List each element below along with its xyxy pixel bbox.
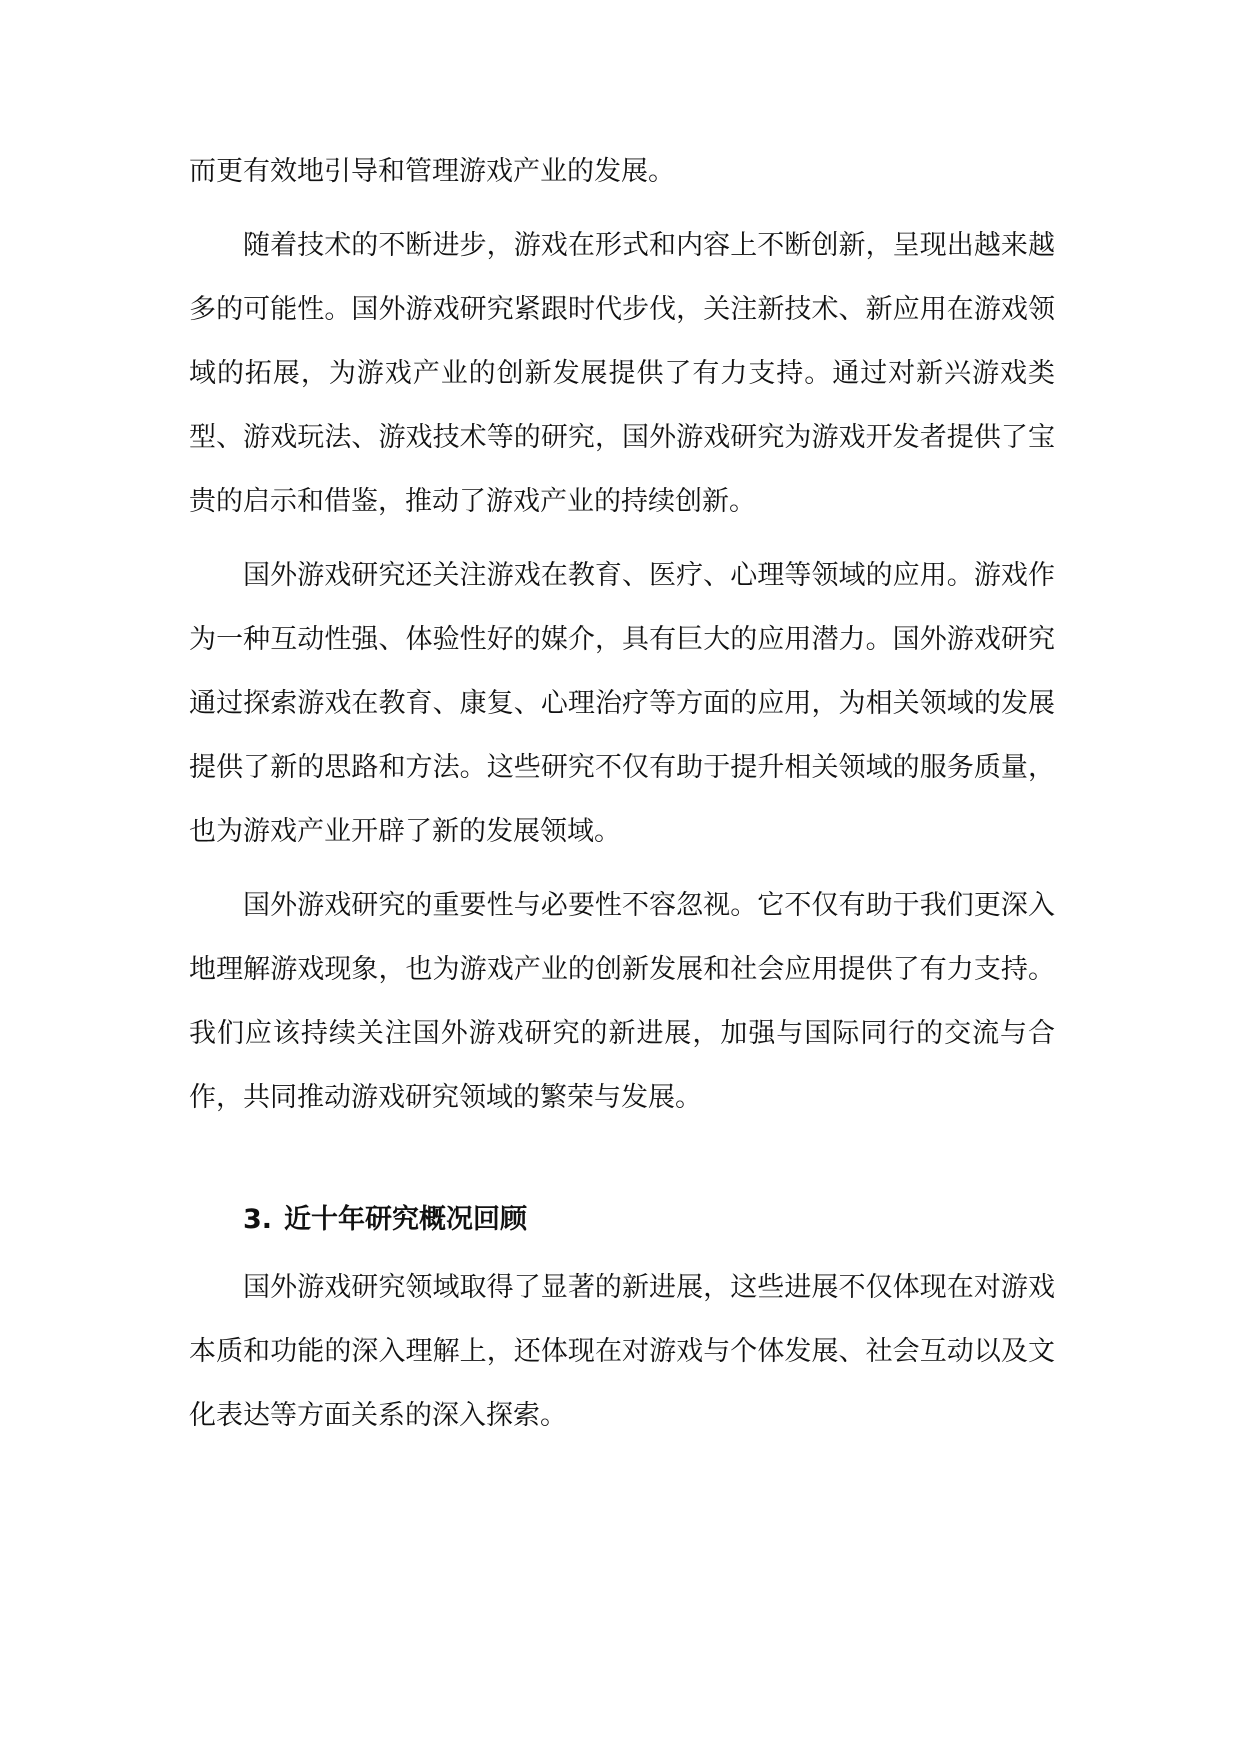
paragraph-new-progress: 国外游戏研究领域取得了显著的新进展，这些进展不仅体现在对游戏本质和功能的深入理解上，还体现在对游戏与个体发展、社会互动以及文化表达等方面关系的深入探索。 [189,1272,1055,1431]
paragraph-applications: 国外游戏研究还关注游戏在教育、医疗、心理等领域的应用。游戏作为一种互动性强、体验性好的媒介，具有巨大的应用潜力。国外游戏研究通过探索游戏在教育、康复、心理治疗等方面的应用，为相关领域的发展提供了新的思路和方法。这些研究不仅有助于提升相关领域的服务质量，也为游戏产业开辟了新的发展领域。 [189,560,1055,847]
body-text [189,140,1055,1458]
paragraph-importance: 国外游戏研究的重要性与必要性不容忽视。它不仅有助于我们更深入地理解游戏现象，也为游戏产业的创新发展和社会应用提供了有力支持。我们应该持续关注国外游戏研究的新进展，加强与国际同行的交流与合作，共同推动游戏研究领域的繁荣与发展。 [189,890,1055,1113]
paragraph-technology-innovation: 随着技术的不断进步，游戏在形式和内容上不断创新，呈现出越来越多的可能性。国外游戏研究紧跟时代步伐，关注新技术、新应用在游戏领域的拓展，为游戏产业的创新发展提供了有力支持。通过对新兴游戏类型、游戏玩法、游戏技术等的研究，国外游戏研究为游戏开发者提供了宝贵的启示和借鉴，推动了游戏产业的持续创新。 [189,230,1055,517]
section-heading [189,1188,1055,1252]
section-title: 近十年研究概况回顾 [284,1204,528,1235]
paragraph-continuation: 而更有效地引导和管理游戏产业的发展。 [189,156,675,187]
section-number: 3. [243,1204,273,1235]
